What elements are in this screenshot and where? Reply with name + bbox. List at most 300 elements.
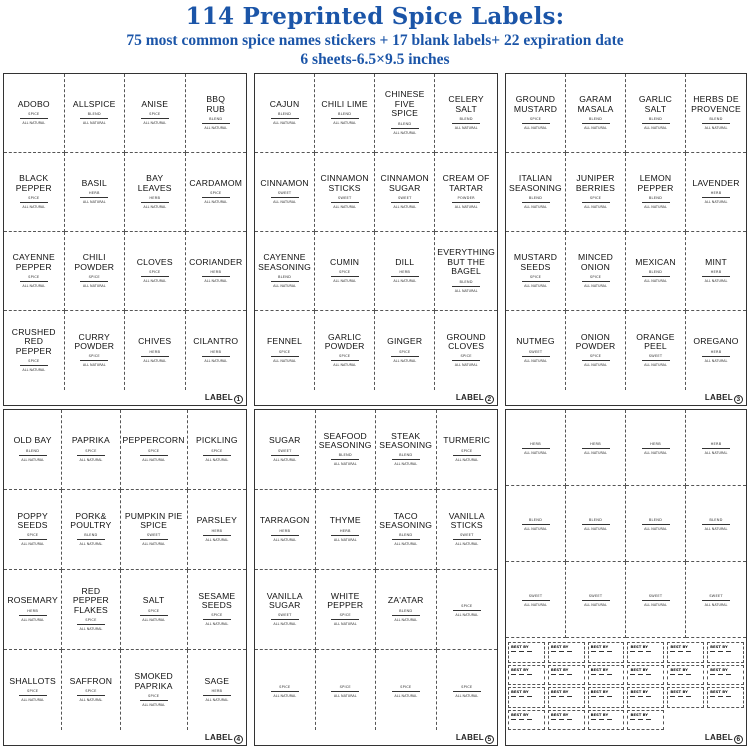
spice-category: SWEET xyxy=(709,594,723,598)
spice-label xyxy=(4,74,65,153)
all-natural-text: ALL NATURAL xyxy=(333,121,357,126)
label-rule xyxy=(80,197,108,198)
all-natural-text: ALL NATURAL xyxy=(143,279,167,284)
date-slots xyxy=(710,674,731,675)
best-by-label xyxy=(588,710,625,731)
label-rule xyxy=(642,123,670,124)
all-natural-text: ALL NATURAL xyxy=(704,527,728,531)
all-natural-text: ALL NATURAL xyxy=(333,363,357,368)
spice-category: SWEET xyxy=(648,594,663,598)
spice-name: EVERYTHING BUT THE BAGEL xyxy=(437,247,495,277)
label-rule xyxy=(203,695,231,696)
label-sheet-4 xyxy=(3,409,247,746)
spice-category: SWEET xyxy=(277,613,292,618)
spice-category: SPICE xyxy=(461,604,473,608)
all-natural-text: ALL NATURAL xyxy=(273,121,296,126)
spice-label xyxy=(437,410,498,490)
all-natural-text: ALL NATURAL xyxy=(273,537,297,542)
date-blank xyxy=(686,674,691,675)
label-rule xyxy=(271,535,299,536)
spice-category: SWEET xyxy=(337,195,352,200)
label-rule xyxy=(582,123,610,124)
all-natural-text: ALL NATURAL xyxy=(333,537,357,542)
date-blank xyxy=(607,651,612,652)
best-by-label xyxy=(588,642,625,663)
date-blank xyxy=(599,719,604,720)
spice-label xyxy=(186,311,247,390)
date-blank xyxy=(591,674,596,675)
spice-label xyxy=(316,410,377,490)
spice-label xyxy=(686,153,746,232)
spice-category: SPICE xyxy=(147,448,160,453)
spice-label xyxy=(188,570,246,650)
label-rule xyxy=(702,197,730,198)
date-blank xyxy=(599,696,604,697)
spice-label xyxy=(125,232,186,311)
spice-name: BASIL xyxy=(81,177,107,188)
spice-label xyxy=(435,74,497,153)
date-slots xyxy=(670,696,691,697)
label-rule xyxy=(20,365,48,366)
label-rule xyxy=(271,356,299,357)
spice-label xyxy=(125,74,186,153)
all-natural-text: ALL NATURAL xyxy=(644,363,667,368)
date-blank xyxy=(726,651,731,652)
date-blank xyxy=(686,696,691,697)
spice-label xyxy=(4,311,65,390)
date-blank xyxy=(551,674,556,675)
spice-name: POPPY SEEDS xyxy=(17,510,48,530)
spice-category: HERB xyxy=(27,608,38,613)
label-rule xyxy=(642,600,670,601)
page-title: 114 Preprinted Spice Labels: xyxy=(185,3,565,30)
spice-category: POWDER xyxy=(457,195,475,200)
spice-label xyxy=(121,410,188,490)
spice-name: STEAK SEASONING xyxy=(379,430,433,450)
spice-category: BLEND xyxy=(459,279,473,284)
label-rule xyxy=(391,202,419,203)
spice-name: GARLIC POWDER xyxy=(324,331,365,351)
spice-label xyxy=(188,490,246,570)
best-by-label xyxy=(627,642,664,663)
all-natural-text: ALL NATURAL xyxy=(393,204,417,209)
best-by-label xyxy=(548,665,585,686)
spice-label xyxy=(506,486,566,562)
spice-name: ADOBO xyxy=(17,98,50,109)
label-rule xyxy=(271,619,299,620)
spice-category: SPICE xyxy=(26,533,39,538)
label-rule xyxy=(702,123,730,124)
spice-label xyxy=(626,74,686,153)
spice-category: SPICE xyxy=(28,359,40,364)
all-natural-text: ALL NATURAL xyxy=(82,283,106,288)
spice-label xyxy=(566,562,626,638)
spice-label xyxy=(506,232,566,311)
label-rule xyxy=(19,539,47,540)
label-rule xyxy=(20,281,48,282)
spice-label xyxy=(316,650,377,730)
spice-label xyxy=(65,311,126,390)
spice-label xyxy=(62,650,120,730)
all-natural-text: ALL NATURAL xyxy=(333,622,357,627)
spice-name: SEAFOOD SEASONING xyxy=(318,430,372,450)
spice-category: HERB xyxy=(530,442,541,446)
best-by-label xyxy=(627,710,664,731)
spice-label xyxy=(435,153,497,232)
all-natural-text: ALL NATURAL xyxy=(393,130,417,135)
label-rule xyxy=(452,286,480,287)
page-subtitle: 75 most common spice names stickers + 17 blank labels+ 22 expiration date xyxy=(126,32,624,49)
spice-label xyxy=(626,311,686,390)
label-rule xyxy=(80,281,108,282)
label-rule xyxy=(582,281,610,282)
spice-label xyxy=(62,570,120,650)
date-blank xyxy=(630,674,635,675)
all-natural-text: ALL NATURAL xyxy=(524,603,547,607)
label-rule xyxy=(522,123,550,124)
sheet-number: 1 xyxy=(234,395,243,404)
date-blank xyxy=(607,696,612,697)
all-natural-text: ALL NATURAL xyxy=(142,617,165,622)
label-rule xyxy=(582,524,610,525)
spice-category: SWEET xyxy=(277,191,292,196)
spice-label xyxy=(626,153,686,232)
all-natural-text: ALL NATURAL xyxy=(524,125,547,130)
best-by-label xyxy=(667,687,704,708)
spice-category: SWEET xyxy=(146,533,161,538)
all-natural-text: ALL NATURAL xyxy=(79,698,103,703)
date-slots xyxy=(551,696,572,697)
date-blank xyxy=(519,696,524,697)
label-rule xyxy=(20,118,48,119)
spice-name: RED PEPPER FLAKES xyxy=(72,585,109,615)
all-natural-text: ALL NATURAL xyxy=(704,358,728,363)
spice-category: SPICE xyxy=(338,354,351,359)
label-rule xyxy=(331,691,359,692)
spice-name: ONION POWDER xyxy=(575,331,616,351)
spice-label xyxy=(686,311,746,390)
label-grid xyxy=(506,410,746,638)
label-rule xyxy=(20,202,48,203)
spice-label xyxy=(506,153,566,232)
spice-name: CARDAMOM xyxy=(189,177,243,188)
label-rule xyxy=(702,600,730,601)
all-natural-text: ALL NATURAL xyxy=(584,125,607,130)
sheet-label-text: LABEL xyxy=(204,393,233,402)
spice-name: DILL xyxy=(395,256,415,267)
spice-name: BBQ RUB xyxy=(206,94,226,114)
spice-label xyxy=(65,74,126,153)
all-natural-text: ALL NATURAL xyxy=(394,542,418,547)
spice-name: ZA'ATAR xyxy=(387,595,424,606)
date-blank xyxy=(638,651,643,652)
spice-name: JUNIPER BERRIES xyxy=(575,173,616,193)
spice-label xyxy=(4,570,62,650)
sheet-number: 4 xyxy=(234,735,243,744)
spice-name: PUMPKIN PIE SPICE xyxy=(124,510,183,530)
spice-label xyxy=(65,153,126,232)
spice-category: BLEND xyxy=(398,121,412,126)
spice-name: ITALIAN SEASONING xyxy=(509,173,562,193)
spice-label xyxy=(186,153,247,232)
label-rule xyxy=(702,276,730,277)
label-grid xyxy=(4,74,246,390)
spice-category: BLEND xyxy=(709,518,723,522)
spice-label xyxy=(506,74,566,153)
all-natural-text: ALL NATURAL xyxy=(204,358,228,363)
best-by-label xyxy=(588,665,625,686)
spice-name: SESAME SEEDS xyxy=(198,590,236,610)
label-rule xyxy=(203,455,231,456)
all-natural-text: ALL NATURAL xyxy=(644,527,667,531)
label-rule xyxy=(203,619,231,620)
spice-name: MUSTARD SEEDS xyxy=(513,252,558,272)
date-blank xyxy=(718,651,723,652)
spice-category: SWEET xyxy=(397,195,412,200)
all-natural-text: ALL NATURAL xyxy=(455,613,479,617)
all-natural-text: ALL NATURAL xyxy=(394,693,418,698)
spice-label xyxy=(376,650,437,730)
spice-name: GROUND MUSTARD xyxy=(513,94,558,114)
sheet-label-text: LABEL xyxy=(455,393,484,402)
spice-name: CREAM OF TARTAR xyxy=(442,173,490,193)
date-blank xyxy=(527,674,532,675)
spice-category: BLEND xyxy=(399,533,413,538)
label-rule xyxy=(522,524,550,525)
spice-name: CAYENNE PEPPER xyxy=(12,252,55,272)
all-natural-text: ALL NATURAL xyxy=(454,204,478,209)
all-natural-text: ALL NATURAL xyxy=(394,617,418,622)
date-blank xyxy=(511,696,516,697)
all-natural-text: ALL NATURAL xyxy=(704,603,728,607)
label-rule xyxy=(392,615,420,616)
label-rule xyxy=(453,455,481,456)
spice-category: BLEND xyxy=(26,448,40,453)
spice-label xyxy=(255,74,315,153)
page-subtitle-size: 6 sheets-6.5×9.5 inches xyxy=(300,51,450,68)
spice-label xyxy=(626,232,686,311)
sheet-label xyxy=(705,733,743,744)
all-natural-text: ALL NATURAL xyxy=(205,622,229,627)
best-by-text: BEST BY xyxy=(590,666,609,672)
best-by-text: BEST BY xyxy=(550,689,569,694)
spice-label xyxy=(121,490,188,570)
label-rule xyxy=(271,455,299,456)
best-by-text: BEST BY xyxy=(630,644,649,649)
all-natural-text: ALL NATURAL xyxy=(205,537,229,542)
spice-name: MINT xyxy=(705,256,727,267)
spice-category: HERB xyxy=(279,528,291,533)
spice-category: BLEND xyxy=(588,116,603,121)
sheet-number: 5 xyxy=(485,735,494,744)
label-sheet-2 xyxy=(254,73,498,406)
all-natural-text: ALL NATURAL xyxy=(22,121,46,126)
spice-category: HERB xyxy=(710,191,722,196)
all-natural-text: ALL NATURAL xyxy=(273,693,297,698)
date-blank xyxy=(551,719,556,720)
spice-name: CORIANDER xyxy=(189,256,243,267)
date-blank xyxy=(591,651,596,652)
all-natural-text: ALL NATURAL xyxy=(333,279,357,284)
spice-name: CINNAMON xyxy=(260,177,309,188)
date-blank xyxy=(551,651,556,652)
spice-label xyxy=(506,562,566,638)
spice-category: BLEND xyxy=(528,518,543,522)
label-rule xyxy=(522,202,550,203)
spice-name: LEMON PEPPER xyxy=(637,173,674,193)
label-rule xyxy=(140,615,168,616)
best-by-label xyxy=(588,687,625,708)
sheet-label xyxy=(456,393,494,404)
spice-label xyxy=(315,153,375,232)
spice-label xyxy=(255,490,316,570)
spice-category: BLEND xyxy=(84,533,98,538)
spice-category: SPICE xyxy=(85,689,97,694)
spice-category: HERB xyxy=(210,270,222,275)
date-slots xyxy=(591,674,612,675)
date-slots xyxy=(710,651,731,652)
all-natural-text: ALL NATURAL xyxy=(704,279,728,284)
best-by-label xyxy=(627,687,664,708)
all-natural-text: ALL NATURAL xyxy=(454,363,478,368)
all-natural-text: ALL NATURAL xyxy=(82,200,106,205)
spice-name: GARAM MASALA xyxy=(577,94,614,114)
spice-category: HERB xyxy=(210,349,222,354)
spice-label xyxy=(376,570,437,650)
spice-category: HERB xyxy=(149,195,161,200)
best-by-text: BEST BY xyxy=(710,689,728,694)
spice-category: SPICE xyxy=(589,274,602,279)
spice-label xyxy=(316,490,377,570)
all-natural-text: ALL NATURAL xyxy=(142,457,165,462)
spice-category: SPICE xyxy=(147,608,160,613)
spice-category: SPICE xyxy=(28,274,40,279)
spice-label xyxy=(255,311,315,390)
all-natural-text: ALL NATURAL xyxy=(644,125,667,130)
label-rule xyxy=(642,448,670,449)
all-natural-text: ALL NATURAL xyxy=(204,125,228,130)
spice-category: HERB xyxy=(149,349,161,354)
label-rule xyxy=(77,624,105,625)
spice-category: SWEET xyxy=(588,594,603,598)
all-natural-text: ALL NATURAL xyxy=(143,204,167,209)
all-natural-text: ALL NATURAL xyxy=(273,283,296,288)
sheet-label-text: LABEL xyxy=(455,733,484,742)
date-blank xyxy=(710,696,715,697)
all-natural-text: ALL NATURAL xyxy=(393,358,417,363)
sheet-number: 3 xyxy=(734,395,743,404)
date-blank xyxy=(638,696,643,697)
spice-category: SPICE xyxy=(589,195,602,200)
spice-category: SPICE xyxy=(88,274,100,279)
all-natural-text: ALL NATURAL xyxy=(273,358,296,363)
label-rule xyxy=(392,459,420,460)
best-by-text: BEST BY xyxy=(550,644,569,649)
best-by-text: BEST BY xyxy=(550,711,569,717)
label-rule xyxy=(702,524,730,525)
spice-label xyxy=(566,74,626,153)
all-natural-text: ALL NATURAL xyxy=(455,693,479,698)
spice-name: ANISE xyxy=(141,98,169,109)
best-by-label xyxy=(548,710,585,731)
spice-label xyxy=(566,153,626,232)
best-by-label xyxy=(508,665,545,686)
label-rule xyxy=(202,197,230,198)
spice-label xyxy=(566,311,626,390)
date-slots xyxy=(670,674,691,675)
date-blank xyxy=(630,696,635,697)
spice-category: BLEND xyxy=(648,195,663,200)
spice-label xyxy=(65,232,126,311)
label-rule xyxy=(642,276,670,277)
label-grid xyxy=(255,74,497,390)
spice-name: PICKLING xyxy=(196,435,238,446)
spice-label xyxy=(255,232,315,311)
label-rule xyxy=(202,276,230,277)
all-natural-text: ALL NATURAL xyxy=(21,698,44,703)
best-by-text: BEST BY xyxy=(511,666,529,672)
date-blank xyxy=(646,719,651,720)
best-by-label xyxy=(707,665,744,686)
date-blank xyxy=(630,719,635,720)
date-blank xyxy=(567,719,572,720)
date-slots xyxy=(511,674,532,675)
label-rule xyxy=(77,539,105,540)
label-rule xyxy=(453,539,481,540)
label-rule xyxy=(140,700,168,701)
all-natural-text: ALL NATURAL xyxy=(79,627,103,632)
spice-label xyxy=(255,153,315,232)
label-rule xyxy=(582,360,610,361)
label-rule xyxy=(331,118,359,119)
all-natural-text: ALL NATURAL xyxy=(584,363,607,368)
spice-name: TACO SEASONING xyxy=(379,510,433,530)
spice-name: CHINESE FIVE SPICE xyxy=(384,89,425,119)
date-blank xyxy=(559,674,564,675)
label-rule xyxy=(19,615,47,616)
date-blank xyxy=(527,696,532,697)
date-blank xyxy=(559,696,564,697)
label-rule xyxy=(522,448,550,449)
spice-label xyxy=(376,410,437,490)
spice-category: BLEND xyxy=(87,112,101,117)
label-rule xyxy=(331,202,359,203)
spice-label xyxy=(4,650,62,730)
spice-category: SPICE xyxy=(399,349,411,354)
label-rule xyxy=(391,128,419,129)
spice-category: SPICE xyxy=(338,270,351,275)
spice-label xyxy=(255,410,316,490)
all-natural-text: ALL NATURAL xyxy=(142,542,165,547)
spice-category: SPICE xyxy=(589,354,602,359)
spice-category: SPICE xyxy=(400,684,412,689)
label-rule xyxy=(453,610,481,611)
all-natural-text: ALL NATURAL xyxy=(22,204,46,209)
spice-category: HERB xyxy=(211,528,223,533)
date-blank xyxy=(559,651,564,652)
label-rule xyxy=(271,118,299,119)
all-natural-text: ALL NATURAL xyxy=(143,121,167,126)
best-by-text: BEST BY xyxy=(590,689,609,694)
sheet-number: 6 xyxy=(734,735,743,744)
all-natural-text: ALL NATURAL xyxy=(273,622,297,627)
date-blank xyxy=(559,719,564,720)
spice-label xyxy=(4,153,65,232)
best-by-label xyxy=(508,710,545,731)
all-natural-text: ALL NATURAL xyxy=(524,358,547,363)
date-blank xyxy=(519,651,524,652)
spice-category: SWEET xyxy=(528,594,543,598)
